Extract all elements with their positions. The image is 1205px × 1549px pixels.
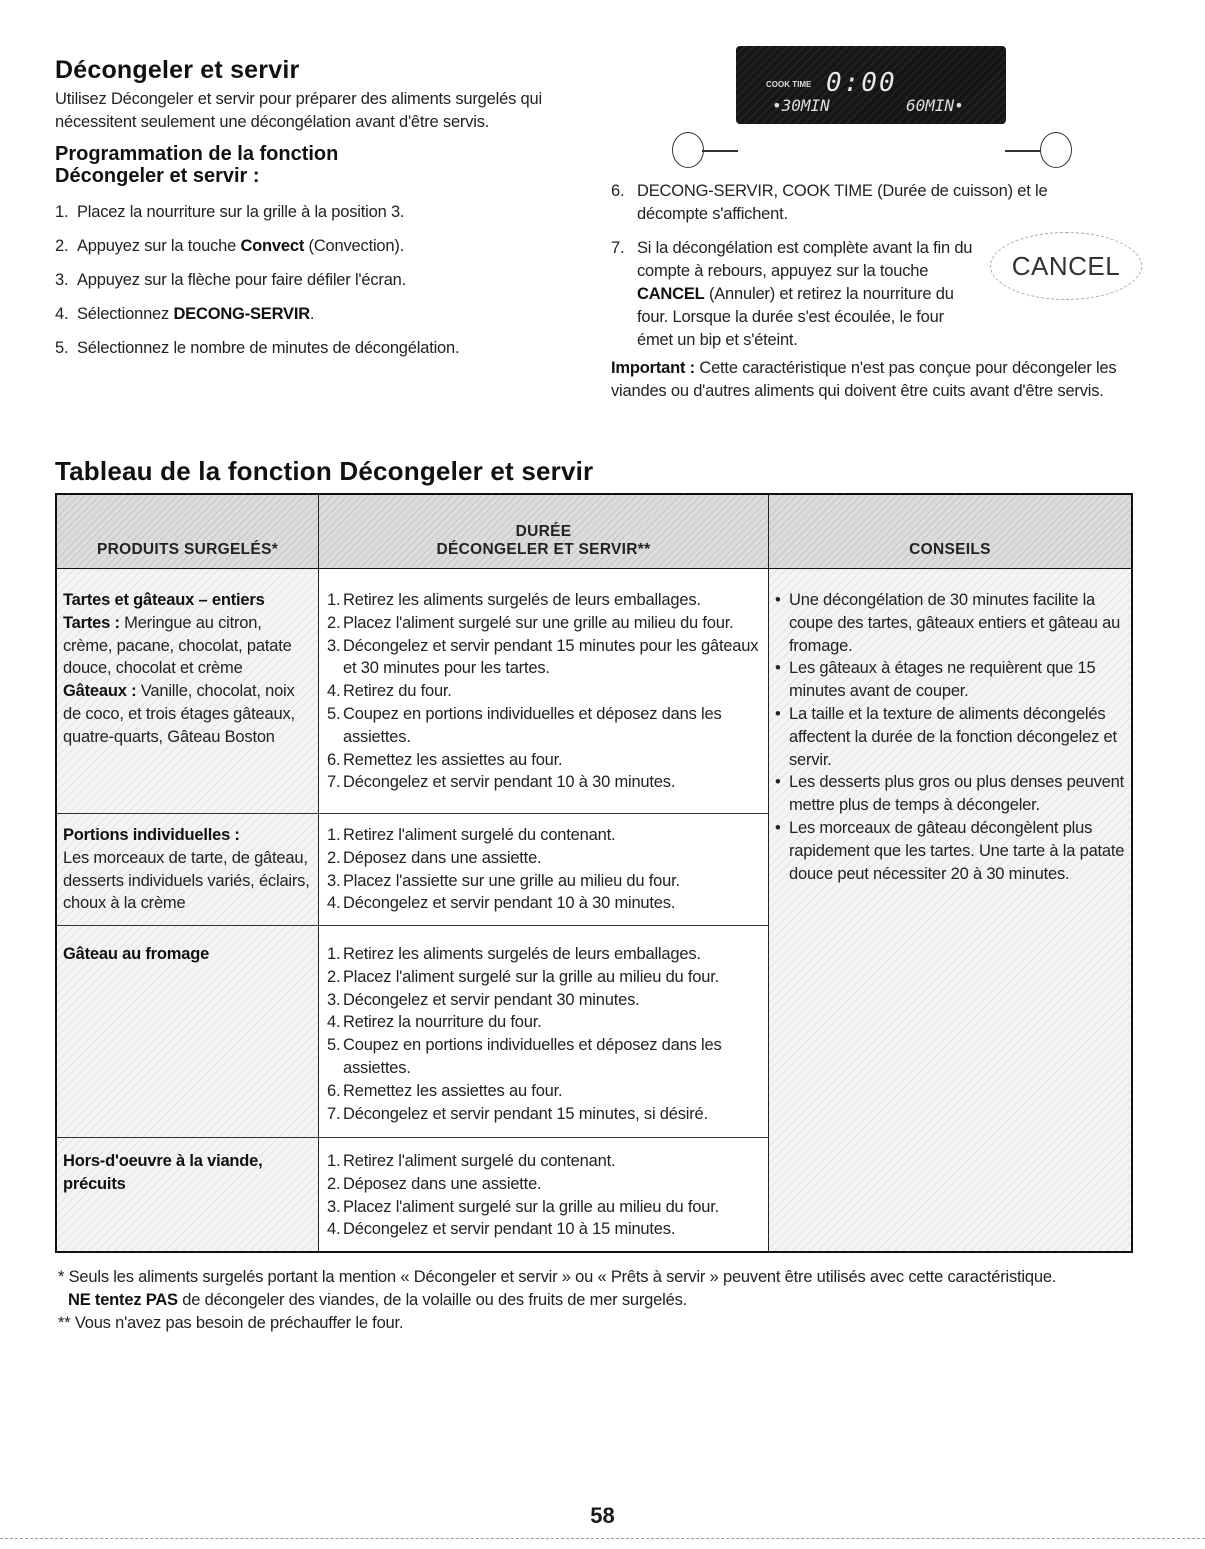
table-row-products: Portions individuelles : Les morceaux de tarte, de gâteau, desserts individuels variés, éclairs, choux à la crème: [63, 826, 310, 913]
intro-text: Utilisez Décongeler et servir pour préparer des aliments surgelés qui nécessitent seulement une décongélation avant d'être servis.: [55, 90, 542, 131]
row-divider: [57, 1137, 769, 1138]
table-row-steps: 1. Retirez l'aliment surgelé du contenant. 2. Déposez dans une assiette. 3. Placez l'aliment surgelé sur la grille au milieu du four. 4. Décongelez et servir pendant 10 à 15 minutes.: [327, 1152, 720, 1239]
table-row-steps: 1. Retirez les aliments surgelés de leurs emballages. 2. Placez l'aliment surgelé sur la grille au milieu du four. 3. Décongelez et servir pendant 30 minutes. 4. Retirez la nourriture du four. 5. Coupez en portions individuelles et déposez dans les assiettes. 6. Remettez les assiettes au four. 7. Décongelez et servir pendant 15 minutes, si désiré.: [327, 945, 722, 1123]
step-7: 7. Si la décongélation est complète avant la fin du compte à rebours, appuyez sur la touche CANCEL (Annuler) et retirez la nourriture du four. Lorsque la durée s'est écoulée, le four émet un bip et s'éteint.: [611, 239, 973, 349]
important-note: Important : Cette caractéristique n'est pas conçue pour décongeler les viandes ou d'autres aliments qui doivent être cuits avant d'être servis.: [611, 359, 1117, 400]
page-number: 58: [590, 1503, 615, 1528]
step-item: 1. Placez la nourriture sur la grille à la position 3.: [55, 203, 405, 221]
footnote-2: ** Vous n'avez pas besoin de préchauffer le four.: [58, 1314, 404, 1332]
row-divider: [57, 813, 769, 814]
tips-list: [775, 589, 1125, 885]
section-title: Décongeler et servir: [55, 56, 300, 84]
subtitle-line-2: Décongeler et servir :: [55, 165, 260, 187]
display-digits: 0:00: [826, 68, 897, 98]
step-6: 6. DECONG-SERVIR, COOK TIME (Durée de cuisson) et le décompte s'affichent.: [611, 182, 1048, 223]
table-title: Tableau de la fonction Décongeler et servir: [55, 456, 594, 486]
step-item: 3. Appuyez sur la flèche pour faire défiler l'écran.: [55, 271, 407, 289]
table-row-steps: 1. Retirez l'aliment surgelé du contenant. 2. Déposez dans une assiette. 3. Placez l'assiette sur une grille au milieu du four. 4. Décongelez et servir pendant 10 à 30 minutes.: [327, 826, 680, 913]
programming-subtitle: [55, 143, 535, 187]
footnotes: [58, 1266, 1158, 1335]
table-row-products: Gâteau au fromage: [63, 945, 210, 963]
display-60min-label: 60MIN•: [906, 96, 964, 115]
cancel-button: CANCEL: [990, 232, 1142, 300]
oven-display-panel: [736, 46, 1006, 124]
table-row-products: Tartes et gâteaux – entiers Tartes : Meringue au citron, crème, pacane, chocolat, patate douce, chocolat et crème Gâteaux : Vanille, chocolat, noix de coco, et trois étages gâteaux, quatre-quarts, Gâteau Boston: [63, 591, 295, 746]
step-item: 2. Appuyez sur la touche Convect (Convection).: [55, 237, 405, 255]
connector-line: [1005, 150, 1041, 152]
step-item: 4. Sélectionnez DECONG-SERVIR.: [55, 305, 315, 323]
tip-item: • Les desserts plus gros ou plus denses peuvent mettre plus de temps à décongeler.: [775, 773, 1124, 815]
programming-steps: [55, 201, 575, 371]
right-knob-icon: [1040, 132, 1072, 168]
defrost-table: [55, 493, 1133, 1253]
tip-item: • Une décongélation de 30 minutes facilite la coupe des tartes, gâteaux entiers et gâteau au fromage.: [775, 591, 1121, 655]
footnote-1: * Seuls les aliments surgelés portant la mention « Décongeler et servir » ou « Prêts à servir » peuvent être utilisés avec cette caractéristique.: [58, 1268, 1057, 1286]
left-knob-icon: [672, 132, 704, 168]
bottom-rule: [0, 1538, 1205, 1540]
table-row-products: Hors-d'oeuvre à la viande, précuits: [63, 1152, 263, 1193]
tip-item: • Les morceaux de gâteau décongèlent plus rapidement que les tartes. Une tarte à la patate douce peut nécessiter 20 à 30 minutes.: [775, 818, 1125, 883]
footnote-1-warning: NE tentez PAS de décongeler des viandes, de la volaille ou des fruits de mer surgelés.: [68, 1291, 687, 1309]
header-duration: DURÉE DÉCONGELER ET SERVIR**: [319, 495, 768, 568]
table-row-steps: 1. Retirez les aliments surgelés de leurs emballages. 2. Placez l'aliment surgelé sur une grille au milieu du four. 3. Décongelez et servir pendant 15 minutes pour les gâteaux et 30 minutes pour les tartes. 4. Retirez du four. 5. Coupez en portions individuelles et déposez dans les assiettes. 6. Remettez les assiettes au four. 7. Décongelez et servir pendant 10 à 30 minutes.: [327, 591, 759, 792]
header-products: PRODUITS SURGELÉS*: [57, 495, 318, 568]
row-divider: [57, 925, 769, 926]
display-30min-label: •30MIN: [772, 96, 830, 115]
connector-line: [702, 150, 738, 152]
step-item: 5. Sélectionnez le nombre de minutes de décongélation.: [55, 339, 460, 357]
tip-item: • Les gâteaux à étages ne requièrent que 15 minutes avant de couper.: [775, 659, 1096, 701]
tip-item: • La taille et la texture de aliments décongelés affectent la durée de la fonction décongelez et servir.: [775, 704, 1117, 769]
header-tips: CONSEILS: [769, 495, 1131, 568]
subtitle-line-1: Programmation de la fonction: [55, 143, 339, 165]
cook-time-label: COOK TIME: [766, 80, 812, 89]
